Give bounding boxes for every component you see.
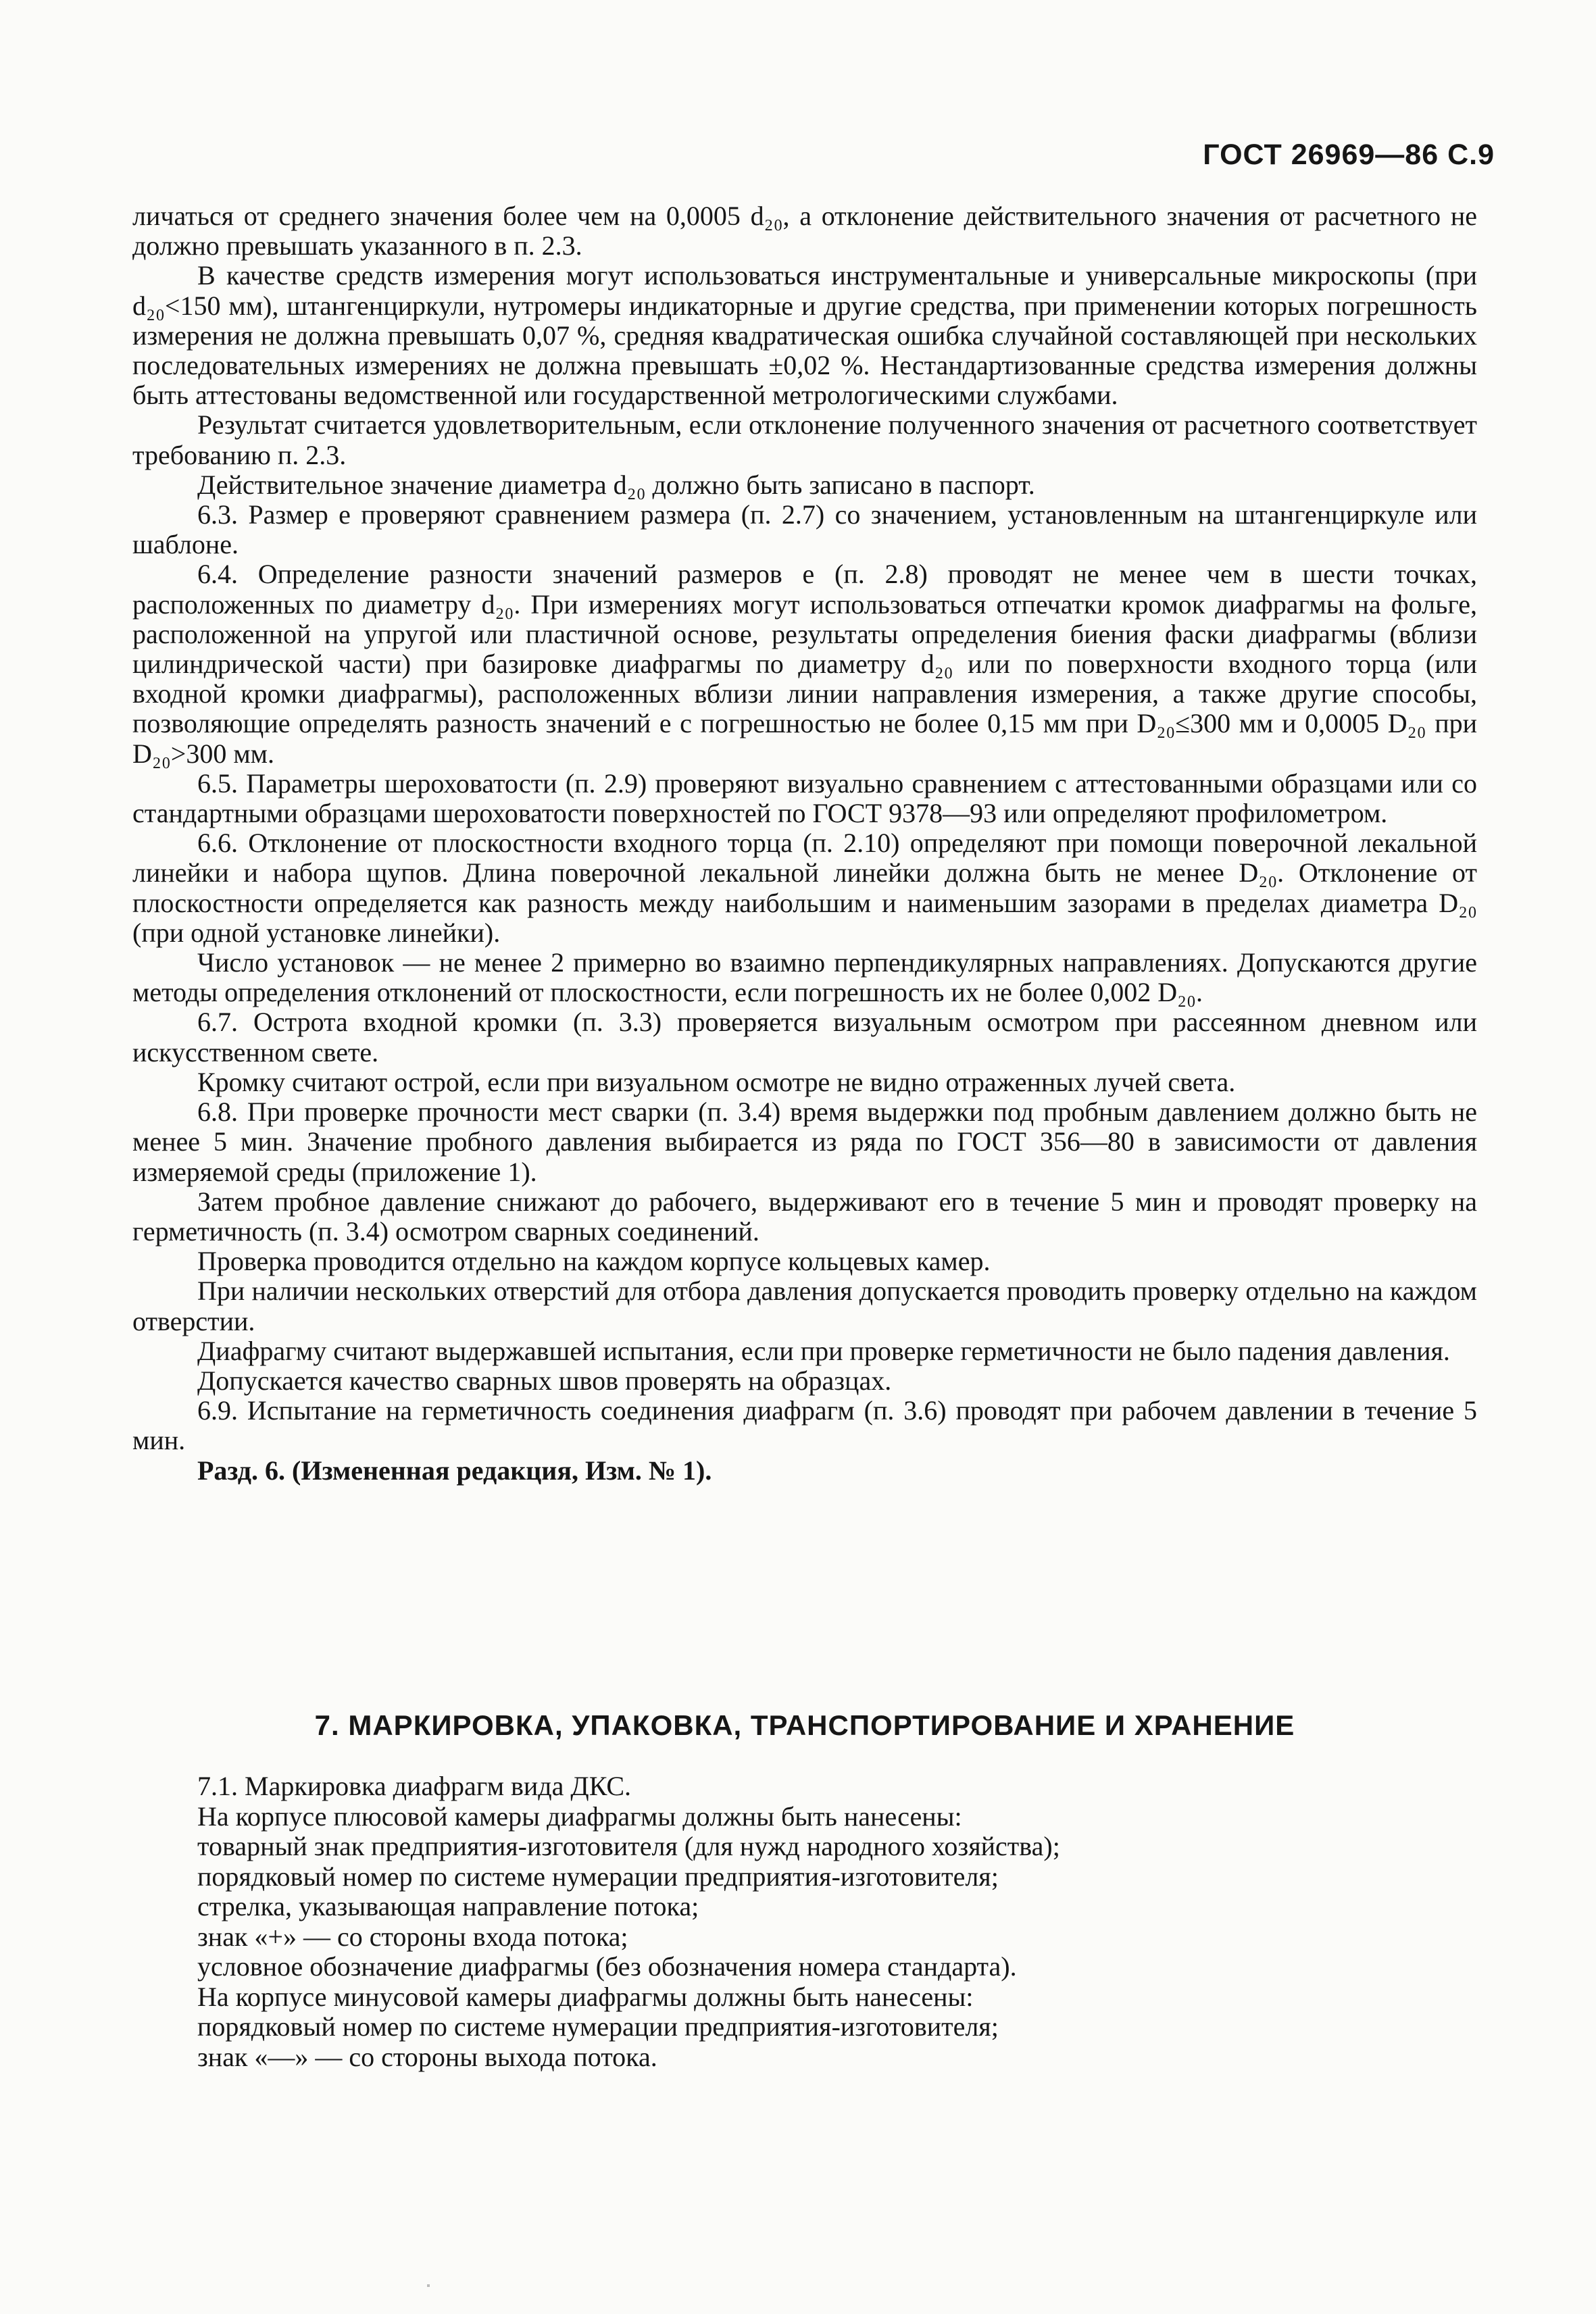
edition-note: Разд. 6. (Измененная редакция, Изм. № 1). — [197, 1455, 712, 1486]
paragraph-6-6: 6.6. Отклонение от плоскостности входного торца (п. 2.10) определяют при помощи поверочной лекальной линейки и набора щупов. Длина поверочной лекальной линейки должна быть не менее D₂₀. Отклонение от плоскостности определяется как разность между наибольшим и наименьшим зазорами в пределах диаметра D₂₀ (при одной установке линейки). — [132, 828, 1477, 948]
paragraph-6-3: 6.3. Размер e проверяют сравнением размера (п. 2.7) со значением, установленным на штангенциркуле или шаблоне. — [132, 499, 1477, 560]
paragraph: Диафрагму считают выдержавшей испытания, если при проверке герметичности не было падения давления. — [197, 1335, 1450, 1366]
marking-line: На корпусе плюсовой камеры диафрагмы должны быть нанесены: — [197, 1801, 962, 1832]
marking-line: 7.1. Маркировка диафрагм вида ДКС. — [197, 1771, 632, 1801]
paragraph: Затем пробное давление снижают до рабочего, выдерживают его в течение 5 мин и проводят проверку на герметичность (п. 3.4) осмотром сварных соединений. — [132, 1186, 1477, 1247]
marking-line: знак «—» — со стороны выхода потока. — [197, 2041, 657, 2072]
marking-line: условное обозначение диафрагмы (без обозначения номера стандарта). — [197, 1951, 1017, 1982]
paragraph: Число установок — не менее 2 примерно во взаимно перпендикулярных направлениях. Допускаются другие методы определения отклонений от плоскостности, если погрешность их не более 0,002 D₂₀. — [132, 947, 1477, 1008]
paragraph: Допускается качество сварных швов проверять на образцах. — [197, 1365, 892, 1396]
paragraph-6-4: 6.4. Определение разности значений размеров e (п. 2.8) проводят не менее чем в шести точках, расположенных по диаметру d₂₀. При измерениях могут использоваться отпечатки кромок диафрагмы на фольге, расположенной на упругой или пластичной основе, результаты определения биения фаски диафрагмы (вблизи цилиндрической части) при базировке диафрагмы по диаметру d₂₀ или по поверхности входного торца (или входной кромки диафрагмы), расположенных вблизи линии направления измерения, а также другие способы, позволяющие определять разность значений e с погрешностью не более 0,15 мм при D₂₀≤300 мм и 0,0005 D₂₀ при D₂₀>300 мм. — [132, 559, 1477, 769]
paragraph: Действительное значение диаметра d₂₀ должно быть записано в паспорт. — [197, 469, 1035, 500]
paragraph-6-8: 6.8. При проверке прочности мест сварки (п. 3.4) время выдержки под пробным давлением должно быть не менее 5 мин. Значение пробного давления выбирается из ряда по ГОСТ 356—80 в зависимости от давления измеряемой среды (приложение 1). — [132, 1097, 1477, 1187]
marking-line: знак «+» — со стороны входа потока; — [197, 1921, 628, 1952]
paragraph: В качестве средств измерения могут использоваться инструментальные и универсальные микроскопы (при d₂₀<150 мм), штангенциркули, нутромеры индикаторные и другие средства, при применении которых погрешность измерения не должна превышать 0,07 %, средняя квадратическая ошибка случайной составляющей при нескольких последовательных измерениях не должна превышать ±0,02 %. Нестандартизованные средства измерения должны быть аттестованы ведомственной или государственной метрологическими службами. — [132, 260, 1477, 411]
marking-line: порядковый номер по системе нумерации предприятия-изготовителя; — [197, 1861, 999, 1892]
page-header: ГОСТ 26969—86 С.9 — [1203, 139, 1495, 171]
paragraph-6-5: 6.5. Параметры шероховатости (п. 2.9) проверяют визуально сравнением с аттестованными образцами или со стандартными образцами шероховатости поверхностей по ГОСТ 9378—93 или определяют профилометром. — [132, 768, 1477, 829]
paragraph: Проверка проводится отдельно на каждом корпусе кольцевых камер. — [197, 1246, 991, 1277]
section-7-body — [132, 1771, 1477, 2072]
marking-line: стрелка, указывающая направление потока; — [197, 1891, 699, 1921]
paragraph: Кромку считают острой, если при визуальном осмотре не видно отраженных лучей света. — [197, 1066, 1236, 1097]
paragraph: При наличии нескольких отверстий для отбора давления допускается проводить проверку отдельно на каждом отверстии. — [132, 1276, 1477, 1336]
paragraph: личаться от среднего значения более чем на 0,0005 d₂₀, а отклонение действительного значения от расчетного не должно превышать указанного в п. 2.3. — [132, 201, 1477, 261]
marking-line: порядковый номер по системе нумерации предприятия-изготовителя; — [197, 2011, 999, 2042]
marking-line: На корпусе минусовой камеры диафрагмы должны быть нанесены: — [197, 1981, 974, 2012]
section-6-body — [132, 201, 1477, 1486]
marking-line: товарный знак предприятия-изготовителя (для нужд народного хозяйства); — [197, 1831, 1060, 1861]
section-7-title: 7. МАРКИРОВКА, УПАКОВКА, ТРАНСПОРТИРОВАНИЕ И ХРАНЕНИЕ — [314, 1709, 1295, 1741]
paragraph-6-7: 6.7. Острота входной кромки (п. 3.3) проверяется визуальным осмотром при рассеянном дневном или искусственном свете. — [132, 1007, 1477, 1067]
paragraph: Результат считается удовлетворительным, если отклонение полученного значения от расчетного соответствует требованию п. 2.3. — [132, 409, 1477, 470]
scan-speck — [427, 2284, 430, 2287]
paragraph-6-9: 6.9. Испытание на герметичность соединения диафрагм (п. 3.6) проводят при рабочем давлении в течение 5 мин. — [132, 1395, 1477, 1456]
